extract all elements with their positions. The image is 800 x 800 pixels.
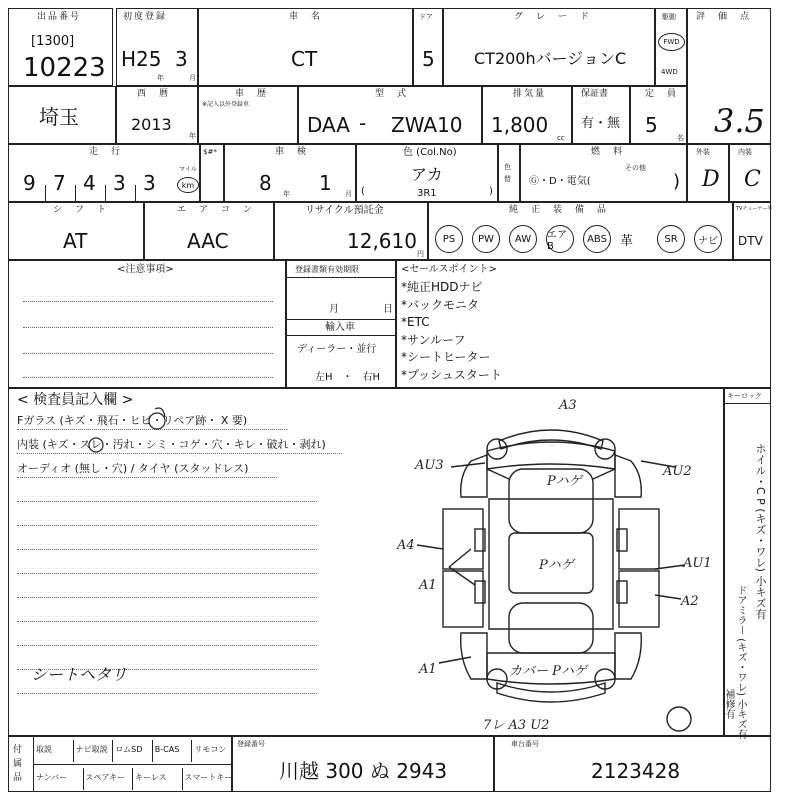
doc-month: 月	[329, 304, 339, 315]
mark-a2: A2	[681, 594, 699, 609]
option-エアb: エアB	[546, 225, 574, 253]
caution-cell	[8, 260, 286, 388]
accessory-item: スペアキー	[85, 773, 126, 782]
month-unit: 月	[345, 190, 352, 198]
cc: 1,800	[491, 113, 549, 137]
doors-label: ドア	[419, 13, 433, 21]
color-change: 色替	[504, 163, 511, 183]
grade: CT200hバージョンC	[474, 49, 627, 68]
inspector-title: < 検査員記入欄 >	[17, 392, 134, 408]
recycle-label: リサイクル預託金	[305, 205, 384, 216]
windshield-right	[593, 469, 615, 479]
paren-open: (	[361, 186, 365, 197]
left-rear-fender	[461, 633, 487, 679]
tv-label: TVチューナー等	[736, 206, 773, 212]
accessory-item: キーレス	[135, 773, 167, 782]
spare-wheel	[667, 707, 691, 731]
right-rear-door	[619, 571, 659, 627]
doors: 5	[422, 47, 435, 71]
right-front-door	[619, 509, 659, 569]
color-cell	[356, 144, 498, 202]
first-reg-label: 初度登録	[123, 12, 168, 22]
doc-day: 日	[383, 304, 393, 315]
options-cell	[428, 202, 733, 260]
color-change-cell	[498, 144, 520, 202]
right-front-fender	[615, 455, 641, 497]
doors-cell	[413, 8, 443, 86]
accessory-item: 取説	[36, 745, 52, 754]
exterior: D	[702, 167, 720, 192]
mark-a3-top: A3	[559, 398, 577, 413]
inspector-line3: オーディオ (無し・穴) / タイヤ (スタッドレス)	[17, 462, 249, 475]
keylock-label: キーロック	[727, 392, 762, 400]
ac-cell	[144, 202, 274, 260]
mile-unit: マイル	[179, 166, 197, 173]
chassis-cell	[494, 736, 771, 792]
sales-label: <セールスポイント>	[401, 264, 497, 275]
interior-label: 内装	[738, 148, 752, 156]
mark-a4: A4	[397, 538, 415, 553]
sales-point: *シートヒーター	[401, 350, 491, 364]
leader-a1-bottom	[439, 657, 471, 663]
region: 埼玉	[39, 105, 79, 129]
accessory-item: スマートキー	[184, 773, 233, 782]
interior: C	[744, 167, 761, 192]
car-name-cell	[198, 8, 413, 86]
windshield-left	[487, 469, 509, 479]
year-unit: 年	[189, 132, 196, 140]
recycle-cell	[274, 202, 428, 260]
mark-a1-bottom: A1	[419, 662, 437, 677]
mileage-digit: 3	[113, 171, 126, 195]
chassis-label: 車台番号	[511, 740, 539, 748]
rear-bumper	[497, 683, 605, 702]
inspector-handwritten: シートヘタリ	[31, 665, 128, 684]
sales-point: *サンルーフ	[401, 332, 466, 347]
plate: 川越 300 ぬ 2943	[279, 759, 448, 783]
ac: AAC	[187, 229, 229, 253]
mark-au1: AU1	[683, 556, 712, 571]
rear-glass	[509, 603, 593, 653]
import-dealer: ディーラー・並行	[297, 344, 377, 355]
car-name: CT	[291, 47, 318, 71]
accessories-label: 付属品	[13, 745, 23, 783]
mileage-digit: 7	[53, 171, 66, 195]
import-label: 輸入車	[325, 322, 355, 333]
mileage-digit: 9	[23, 171, 36, 195]
keylock-repair: 補修有	[723, 689, 734, 719]
capacity: 5	[645, 113, 658, 137]
history-note: ※記入以外登録車	[202, 101, 250, 108]
grade-cell	[443, 8, 655, 86]
recycle-unit: 円	[417, 250, 424, 258]
odometer-label: $#*	[203, 148, 217, 156]
sales-point: *ETC	[401, 315, 430, 329]
score: 3.5	[714, 102, 765, 140]
fuel: Ⓖ・D・電気(	[529, 176, 591, 187]
color-label: 色 (Col.No)	[403, 147, 457, 158]
year-label: 西 暦	[137, 89, 171, 99]
model-cell	[298, 86, 482, 144]
cc-label: 排気量	[513, 89, 547, 99]
sales-point: *バックモニタ	[401, 297, 480, 312]
mark-au2: AU2	[663, 464, 692, 479]
odometer-cell	[200, 144, 224, 202]
color-code: 3R1	[417, 188, 437, 199]
sales-point: *プッシュスタート	[401, 367, 502, 382]
recycle: 12,610	[347, 229, 417, 253]
lot-number-label: 出品番号	[37, 12, 82, 22]
options-label: 純 正 装 備 品	[509, 205, 609, 215]
chassis: 2123428	[591, 759, 681, 783]
left-rear-door	[443, 571, 483, 627]
keylock-column	[723, 388, 771, 740]
model-code: ZWA10	[391, 113, 463, 137]
scratch-circle-mark	[89, 438, 103, 452]
lot-sub: [1300]	[31, 34, 75, 49]
capacity-label: 定 員	[645, 89, 679, 99]
inspection-year: 8	[259, 171, 272, 195]
inspection-label: 車 検	[275, 147, 309, 157]
accessory-item: ナビ取説	[75, 745, 108, 754]
mark-a1-left: A1	[419, 578, 437, 593]
model-label: 型 式	[375, 89, 409, 99]
doc-cell	[286, 260, 396, 388]
mark-center: Pハゲ	[539, 558, 574, 573]
shift-label: シ フ ト	[53, 205, 109, 215]
mileage-digit: 3	[143, 171, 156, 195]
shift: AT	[63, 229, 88, 253]
plate-cell	[232, 736, 494, 792]
mark-au3: AU3	[415, 458, 444, 473]
mark-roof: Pハゲ	[547, 474, 582, 489]
cc-unit: cc	[557, 134, 565, 142]
inspection-month: 1	[319, 171, 332, 195]
accessories-cell	[8, 736, 232, 792]
leader-au3	[451, 463, 485, 467]
drive-fwd: FWD	[658, 33, 685, 51]
front-bumper	[499, 430, 603, 449]
inspector-line1: Fガラス (キズ・飛石・ヒビ・リペア跡・ X 要)	[17, 414, 248, 427]
accessory-item: B-CAS	[154, 745, 180, 754]
score-label: 評 価 点	[696, 12, 752, 22]
color: アカ	[411, 165, 443, 184]
cc-cell	[482, 86, 572, 144]
sales-cell	[396, 260, 771, 388]
warranty-cell	[572, 86, 630, 144]
region-cell	[8, 86, 116, 144]
year-cell	[116, 86, 198, 144]
year-unit: 年	[283, 190, 290, 198]
interior-cell	[729, 144, 771, 202]
accessory-item: ロムSD	[115, 745, 143, 754]
ac-label: エ ア コ ン	[177, 205, 255, 215]
option-ナビ: ナビ	[694, 225, 722, 253]
drive-cell	[655, 8, 687, 86]
paren-close-fuel: )	[673, 171, 681, 192]
paren-close: )	[489, 186, 493, 197]
year-unit: 年	[157, 74, 164, 82]
fuel-other: その他	[625, 164, 646, 172]
chip-circle-mark	[149, 413, 165, 429]
first-reg-month: 3	[175, 47, 188, 71]
exterior-cell	[687, 144, 729, 202]
lot-number-cell	[8, 8, 113, 86]
plate-label: 登録番号	[237, 740, 265, 748]
first-reg-cell	[116, 8, 198, 86]
option-sr: SR	[657, 225, 685, 253]
drive-4wd: 4WD	[661, 68, 678, 76]
sales-point: *純正HDDナビ	[401, 280, 483, 294]
accessory-item: ナンバー	[36, 773, 68, 782]
mark-rear: カバー Pハゲ	[509, 664, 587, 679]
model-dash: -	[359, 111, 367, 135]
drive-label: 駆動	[662, 13, 676, 21]
option-abs: ABS	[583, 225, 611, 253]
history-label: 車 歴	[235, 89, 269, 99]
car-diagram	[379, 389, 719, 734]
keylock-mirror: ドアミラー (キズ・ワレ) 小キズ有	[735, 585, 746, 740]
tv: DTV	[738, 234, 763, 248]
capacity-unit: 名	[677, 134, 684, 142]
left-front-fender	[461, 455, 487, 497]
month-unit: 月	[189, 74, 196, 82]
tv-cell	[733, 202, 771, 260]
leader-a1-left	[449, 549, 475, 585]
mileage-label: 走 行	[89, 147, 123, 157]
option-aw: AW	[509, 225, 537, 253]
option-ps: PS	[435, 225, 463, 253]
km-unit: km	[177, 177, 199, 193]
inspection-cell	[224, 144, 356, 202]
exterior-label: 外装	[696, 148, 710, 156]
score-cell	[687, 8, 771, 144]
mileage-digit: 4	[83, 171, 96, 195]
option-pw: PW	[472, 225, 500, 253]
shift-cell	[8, 202, 144, 260]
leader-a4	[417, 545, 443, 549]
import-handle: 左H ・ 右H	[315, 372, 381, 383]
caution-label: <注意事項>	[117, 264, 174, 275]
model-prefix: DAA	[307, 113, 350, 137]
inspector-section	[8, 388, 724, 736]
mark-bottom: 7レ A3 U2	[483, 718, 550, 733]
mileage-cell	[8, 144, 200, 202]
accessory-item: リモコン	[194, 745, 227, 754]
fuel-cell	[520, 144, 687, 202]
lot-number: 10223	[23, 53, 106, 83]
keylock-wheel: ホイル・C P (キズ・ワレ) 小キズ有	[754, 443, 767, 620]
first-reg-era: H25	[121, 47, 162, 71]
history-cell	[198, 86, 298, 144]
left-front-door	[443, 509, 483, 569]
car-name-label: 車 名	[289, 12, 323, 22]
warranty-label: 保証書	[581, 89, 609, 99]
year: 2013	[131, 115, 172, 134]
warranty: 有・無	[581, 116, 621, 131]
grade-label: グ レ ー ド	[514, 12, 592, 22]
option-leather: 革	[620, 234, 634, 249]
capacity-cell	[630, 86, 687, 144]
right-rear-fender	[615, 633, 641, 679]
fuel-label: 燃 料	[591, 147, 625, 157]
doc-label: 登録書類有効期限	[295, 265, 359, 274]
inspector-line2: 内装 (キズ・スレ・汚れ・シミ・コゲ・穴・キレ・破れ・剥れ)	[17, 438, 326, 451]
